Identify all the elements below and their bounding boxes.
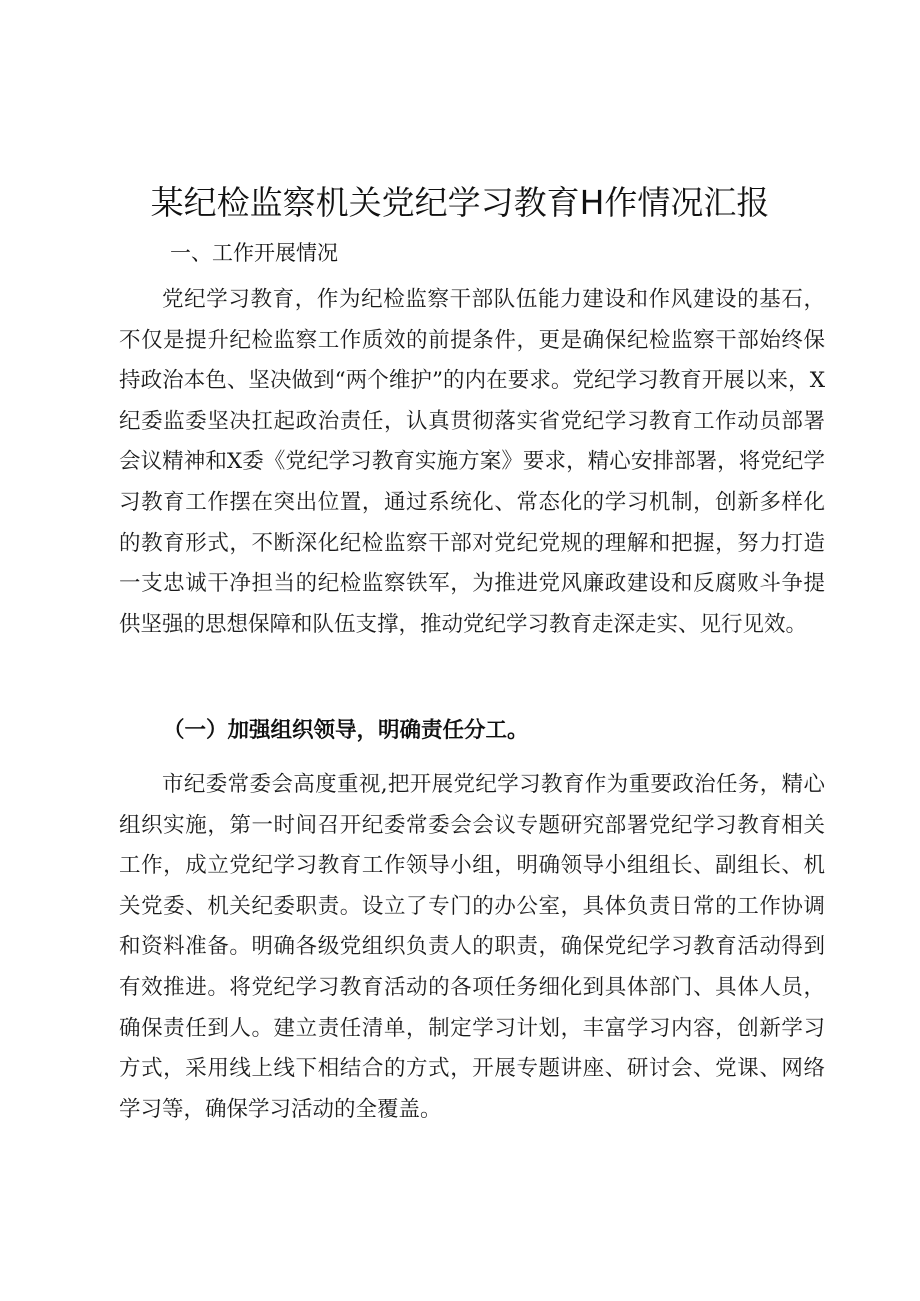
body-paragraph: 市纪委常委会高度重视,把开展党纪学习教育作为重要政治任务，精心组织实施，第一时间召开纪委常委会会议专题研究部署党纪学习教育相关工作，成立党纪学习教育工作领导小组，明确领导小组组长、副组长、机关党委、机关纪委职责。设立了专门的办公室，具体负责日常的工作协调和资料准备。明确各级党组织负责人的职责，确保党纪学习教育活动得到有效推进。将党纪学习教育活动的各项任务细化到具体部门、具体人员，确保责任到人。建立责任清单，制定学习计划，丰富学习内容，创新学习方式，采用线上线下相结合的方式，开展专题讲座、研讨会、党课、网络学习等，确保学习活动的全覆盖。 xyxy=(119,772,825,1122)
document-title: 某纪检监察机关党纪学习教育H作情况汇报 xyxy=(150,183,770,222)
section-heading: 一、工作开展情况 xyxy=(170,241,338,265)
body-paragraph: 党纪学习教育，作为纪检监察干部队伍能力建设和作风建设的基石，不仅是提升纪检监察工作质效的前提条件，更是确保纪检监察干部始终保持政治本色、坚决做到“两个维护”的内在要求。党纪学习教育开展以来，X纪委监委坚决扛起政治责任，认真贯彻落实省党纪学习教育工作动员部署会议精神和X委《党纪学习教育实施方案》要求，精心安排部署，将党纪学习教育工作摆在突出位置，通过系统化、常态化的学习机制，创新多样化的教育形式，不断深化纪检监察干部对党纪党规的理解和把握，努力打造一支忠诚干净担当的纪检监察铁军，为推进党风廉政建设和反腐败斗争提供坚强的思想保障和队伍支撑，推动党纪学习教育走深走实、见行见效。 xyxy=(119,287,825,637)
subsection-heading: （一）加强组织领导，明确责任分工。 xyxy=(163,718,529,743)
